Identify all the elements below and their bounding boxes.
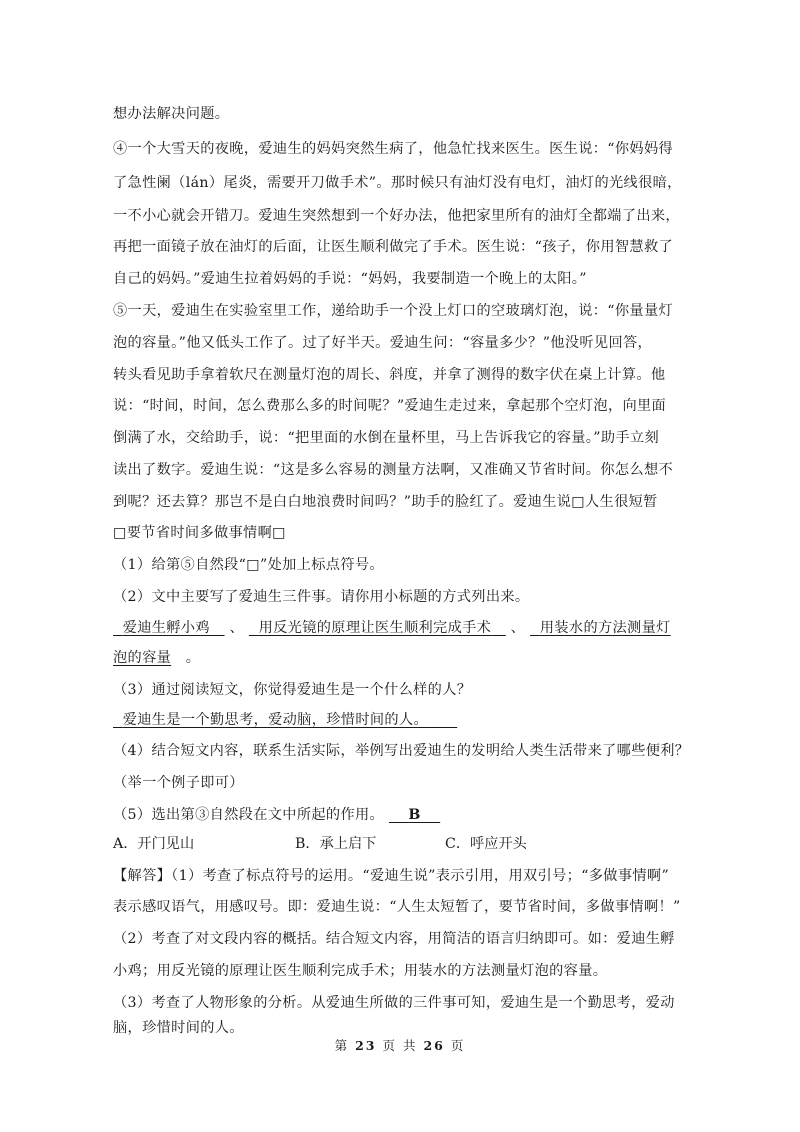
footer-text: 页 共 <box>382 1038 418 1053</box>
text-line: 到呢？还去算？那岂不是白白地浪费时间吗？”助手的脸红了。爱迪生说□人生很短暂 <box>113 494 658 510</box>
explanation-line: 脑，珍惜时间的人。 <box>113 1020 244 1036</box>
explanation-line: 表示感叹语气，用感叹号。即：爱迪生说：“人生太短暂了，要节省时间，多做事情啊！” <box>113 899 681 915</box>
page-footer <box>0 1036 800 1054</box>
footer-text: 第 <box>334 1038 350 1053</box>
text-line: □要节省时间多做事情啊□ <box>113 525 286 541</box>
answer-2-end: 。 <box>185 650 201 666</box>
answer-3-text: 爱迪生是一个勤思考，爱动脑，珍惜时间的人。 <box>122 712 429 728</box>
text-line: 想办法解决问题。 <box>113 106 230 122</box>
question-5 <box>113 805 440 825</box>
explanation-line: （3）考查了人物形象的分析。从爱迪生所做的三件事可知，爱迪生是一个勤思考，爱动 <box>113 995 675 1011</box>
question-4-note: （举一个例子即可） <box>113 775 244 791</box>
text-line: ④一个大雪天的夜晚，爱迪生的妈妈突然生病了，他急忙找来医生。医生说：“你妈妈得 <box>113 141 674 157</box>
answer-2-b: 用反光镜的原理让医生顺利完成手术 <box>258 620 492 636</box>
text-line: 转头看见助手拿着软尺在测量灯泡的周长、斜度，并拿了测得的数字伏在桌上计算。他 <box>113 367 666 383</box>
text-line: 泡的容量。”他又低头工作了。过了好半天。爱迪生问：“容量多少？”他没听见回答， <box>113 335 653 351</box>
option-a: A．开门见山 <box>113 836 195 852</box>
answer-2-line-1 <box>113 618 671 638</box>
question-4: （4）结合短文内容，联系生活实际，举例写出爱迪生的发明给人类生活带来了哪些便利？ <box>113 743 690 759</box>
text-line: 一不小心就会开错刀。爱迪生突然想到一个好办法，他把家里所有的油灯全都端了出来， <box>113 208 680 224</box>
answer-2-a: 爱迪生孵小鸡 <box>122 620 210 636</box>
answer-2-c-cont: 泡的容量 <box>113 650 172 666</box>
footer-text: 页 <box>450 1038 466 1053</box>
text-line: 了急性阑（lán）尾炎，需要开刀做手术”。那时候只有油灯没有电灯，油灯的光线很暗， <box>113 175 682 191</box>
answer-2-line-2 <box>113 648 200 668</box>
question-5-text: （5）选出第③自然段在文中所起的作用。 <box>113 807 385 823</box>
option-c: C．呼应开头 <box>445 836 527 852</box>
answer-2-sep: 、 <box>229 620 244 636</box>
explanation-line: （2）考查了对文段内容的概括。结合短文内容，用简洁的语言归纳即可。如：爱迪生孵 <box>113 931 675 947</box>
answer-5: B <box>408 807 421 823</box>
text-line: 读出了数字。爱迪生说：“这是多么容易的测量方法啊，又准确又节省时间。你怎么想不 <box>113 462 674 478</box>
option-b: B．承上启下 <box>295 836 377 852</box>
page-number: 23 <box>355 1038 377 1053</box>
explanation-line: 小鸡；用反光镜的原理让医生顺利完成手术；用装水的方法测量灯泡的容量。 <box>113 963 608 979</box>
question-2: （2）文中主要写了爱迪生三件事。请你用小标题的方式列出来。 <box>113 589 530 605</box>
explanation-line: 【解答】（1）考查了标点符号的运用。“爱迪生说”表示引用，用双引号；“多做事情啊” <box>113 868 670 884</box>
total-pages: 26 <box>423 1038 445 1053</box>
text-line: 自己的妈妈。”爱迪生拉着妈妈的手说：“妈妈，我要制造一个晚上的太阳。” <box>113 271 587 287</box>
answer-2-c: 用装水的方法测量灯 <box>539 620 671 636</box>
answer-2-sep: 、 <box>510 620 526 636</box>
text-line: ⑤一天，爱迪生在实验室里工作，递给助手一个没上灯口的空玻璃灯泡，说：“你量量灯 <box>113 303 674 319</box>
text-line: 说：“时间，时间，怎么费那么多的时间呢？”爱迪生走过来，拿起那个空灯泡，向里面 <box>113 398 667 414</box>
answer-3 <box>113 710 457 730</box>
text-line: 倒满了水，交给助手，说：“把里面的水倒在量杯里，马上告诉我它的容量。”助手立刻 <box>113 430 659 446</box>
text-line: 再把一面镜子放在油灯的后面，让医生顺利做完了手术。医生说：“孩子，你用智慧救了 <box>113 239 674 255</box>
question-3: （3）通过阅读短文，你觉得爱迪生是一个什么样的人？ <box>113 682 472 698</box>
question-1: （1）给第⑤自然段“□”处加上标点符号。 <box>113 557 384 573</box>
